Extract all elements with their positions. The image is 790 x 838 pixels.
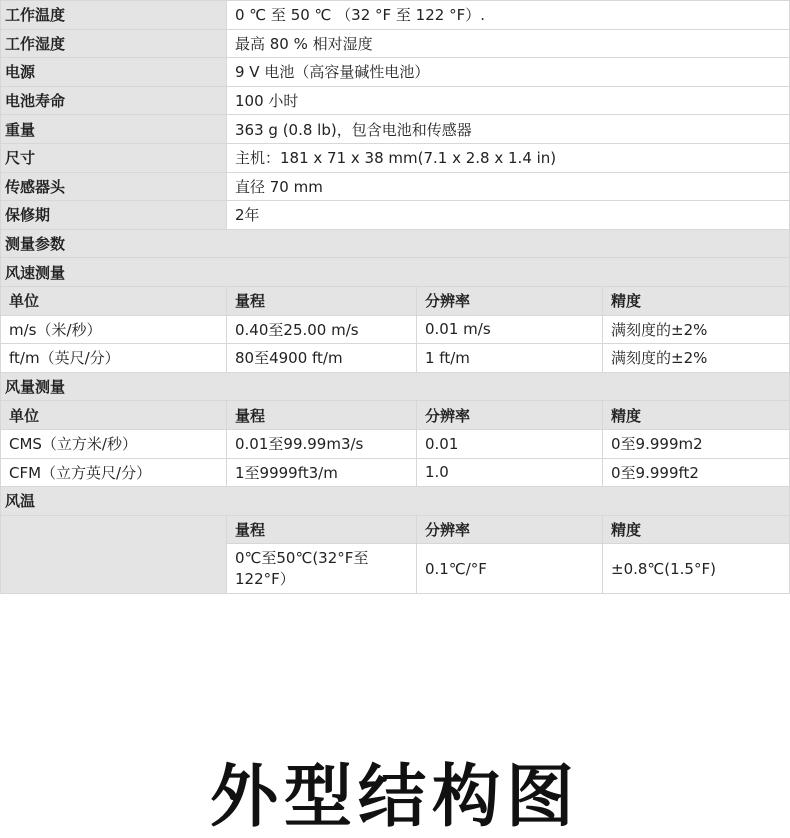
spec-value: 9 V 电池（高容量碱性电池） (227, 58, 790, 87)
measurement-section-title: 测量参数 (1, 229, 790, 258)
accuracy-cell: ±0.8℃(1.5°F) (603, 544, 790, 594)
table-header-row (1, 286, 790, 315)
spec-value: 100 小时 (227, 86, 790, 115)
table-row (1, 458, 790, 487)
spec-value: 0 ℃ 至 50 ℃ （32 °F 至 122 °F）. (227, 1, 790, 30)
spec-row (1, 86, 790, 115)
spec-label: 尺寸 (1, 143, 227, 172)
column-header-unit: 单位 (1, 286, 227, 315)
column-header-resolution: 分辨率 (417, 401, 603, 430)
spec-label: 电池寿命 (1, 86, 227, 115)
range-cell: 1至9999ft3/m (227, 458, 417, 487)
airflow-section-title: 风量测量 (1, 372, 790, 401)
spec-label: 工作温度 (1, 1, 227, 30)
table-row (1, 315, 790, 344)
airspeed-section-title: 风速测量 (1, 258, 790, 287)
spec-row (1, 58, 790, 87)
range-cell: 80至4900 ft/m (227, 344, 417, 373)
section-row (1, 258, 790, 287)
accuracy-cell: 满刻度的±2% (603, 344, 790, 373)
spec-value: 2年 (227, 201, 790, 230)
spec-label: 保修期 (1, 201, 227, 230)
empty-label-cell (1, 515, 227, 594)
resolution-cell: 0.01 (417, 429, 603, 458)
spec-value: 363 g (0.8 lb)，包含电池和传感器 (227, 115, 790, 144)
accuracy-cell: 0至9.999m2 (603, 429, 790, 458)
spec-row (1, 143, 790, 172)
structure-diagram-heading: 外型结构图 (209, 758, 580, 837)
table-row (1, 344, 790, 373)
spec-label: 电源 (1, 58, 227, 87)
spec-label: 重量 (1, 115, 227, 144)
column-header-accuracy: 精度 (603, 401, 790, 430)
column-header-accuracy: 精度 (603, 286, 790, 315)
section-row (1, 372, 790, 401)
spec-row (1, 1, 790, 30)
unit-cell: ft/m（英尺/分） (1, 344, 227, 373)
accuracy-cell: 0至9.999ft2 (603, 458, 790, 487)
section-row (1, 229, 790, 258)
table-header-row (1, 401, 790, 430)
section-row (1, 487, 790, 516)
resolution-cell: 1 ft/m (417, 344, 603, 373)
spec-value: 直径 70 mm (227, 172, 790, 201)
table-header-row (1, 515, 790, 544)
column-header-range: 量程 (227, 401, 417, 430)
column-header-unit: 单位 (1, 401, 227, 430)
column-header-range: 量程 (227, 286, 417, 315)
spec-row (1, 172, 790, 201)
resolution-cell: 0.1℃/°F (417, 544, 603, 594)
spec-row (1, 29, 790, 58)
range-cell: 0.01至99.99m3/s (227, 429, 417, 458)
spec-value: 主机：181 x 71 x 38 mm(7.1 x 2.8 x 1.4 in) (227, 143, 790, 172)
spec-row (1, 115, 790, 144)
spec-label: 工作湿度 (1, 29, 227, 58)
accuracy-cell: 满刻度的±2% (603, 315, 790, 344)
spec-row (1, 201, 790, 230)
column-header-accuracy: 精度 (603, 515, 790, 544)
range-cell: 0℃至50℃(32°F至122°F） (227, 544, 417, 594)
spec-value: 最高 80 % 相对湿度 (227, 29, 790, 58)
airtemp-section-title: 风温 (1, 487, 790, 516)
range-cell: 0.40至25.00 m/s (227, 315, 417, 344)
table-row (1, 429, 790, 458)
resolution-cell: 1.0 (417, 458, 603, 487)
spec-label: 传感器头 (1, 172, 227, 201)
column-header-range: 量程 (227, 515, 417, 544)
unit-cell: CFM（立方英尺/分） (1, 458, 227, 487)
unit-cell: CMS（立方米/秒） (1, 429, 227, 458)
unit-cell: m/s（米/秒） (1, 315, 227, 344)
column-header-resolution: 分辨率 (417, 286, 603, 315)
resolution-cell: 0.01 m/s (417, 315, 603, 344)
column-header-resolution: 分辨率 (417, 515, 603, 544)
